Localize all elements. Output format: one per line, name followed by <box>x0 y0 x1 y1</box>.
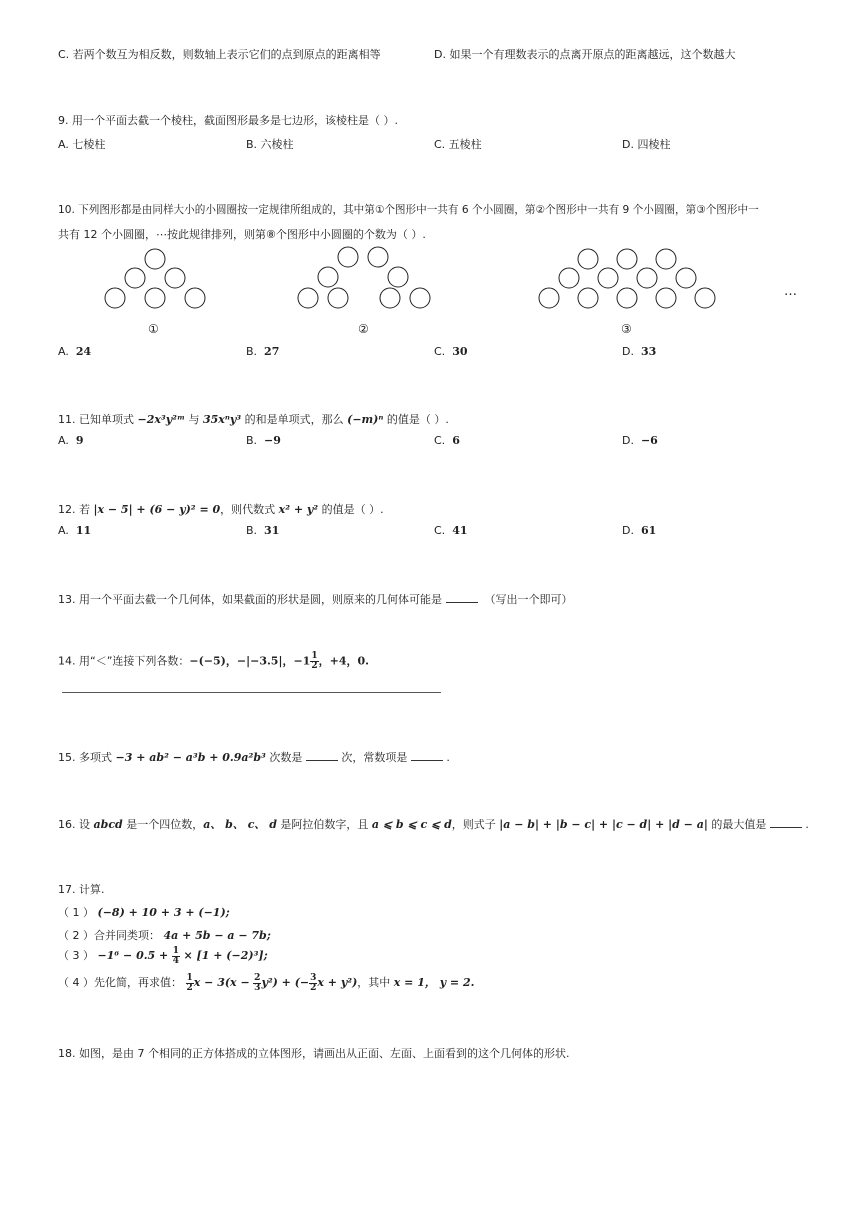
fig2-circle <box>368 247 388 267</box>
q9-option-a: A. 七棱柱 <box>58 138 106 151</box>
q13-stem: 13. 用一个平面去截一个几何体，如果截面的形状是圆，则原来的几何体可能是 （写出一个即可） <box>58 593 573 606</box>
q16-stem: 16. 设 abcd 是一个四位数，a、 b、 c、 d 是阿拉伯数字，且 a ⩽ b ⩽ c ⩽ d，则式子 |a − b| + |b − c| + |c − d| + |d − a| 的最大值是 . <box>58 818 809 831</box>
q18-stem: 18. 如图，是由 7 个相同的正方体搭成的立体图形，请画出从正面、左面、上面看到的这个几何体的形状. <box>58 1047 570 1060</box>
q16-answer-blank[interactable] <box>770 817 802 828</box>
fig2-circle <box>388 267 408 287</box>
q12-option-c: C. 41 <box>434 524 468 537</box>
fig1-circle <box>105 288 125 308</box>
q17-part4-fraction-3: $\frac{3}{2}$ <box>310 972 317 993</box>
fig1-circle <box>145 249 165 269</box>
fig3-circle <box>637 268 657 288</box>
fig2-circle <box>380 288 400 308</box>
q17-part3: （ 3 ） −1⁶ − 0.5 + $\frac{1}{4}$ × [1 + (−2)³]; <box>58 945 268 966</box>
fig2-circle <box>318 267 338 287</box>
fig1-circle <box>145 288 165 308</box>
q10-option-b: B. 27 <box>246 345 280 358</box>
q11-option-b: B. −9 <box>246 434 281 447</box>
q11-stem: 11. 已知单项式 −2x³y²ᵐ 与 35xⁿy³ 的和是单项式，那么 (−m)ⁿ 的值是（ ）. <box>58 413 449 426</box>
q12-stem: 12. 若 |x − 5| + (6 − y)² = 0，则代数式 x² + y² 的值是（ ）. <box>58 503 384 516</box>
fig3-circle <box>695 288 715 308</box>
q10-label-2: ② <box>358 322 369 336</box>
q10-option-d: D. 33 <box>622 345 657 358</box>
q17-part4-fraction-1: $\frac{1}{2}$ <box>186 972 193 993</box>
q10-stem-line1: 10. 下列图形都是由同样大小的小圆圈按一定规律所组成的，其中第①个图形中一共有 6 个小圆圈，第②个图形中一共有 9 个小圆圈，第③个图形中一 <box>58 204 759 216</box>
q9-option-b: B. 六棱柱 <box>246 138 294 151</box>
q17-part3-fraction: $\frac{1}{4}$ <box>172 945 180 966</box>
fig3-circle <box>598 268 618 288</box>
q11-option-d: D. −6 <box>622 434 658 447</box>
q17-stem: 17. 计算. <box>58 883 105 896</box>
q10-option-a: A. 24 <box>58 345 92 358</box>
q17-part2: （ 2 ）合并同类项： 4a + 5b − a − 7b; <box>58 929 271 942</box>
fig3-circle <box>559 268 579 288</box>
fig3-circle <box>656 288 676 308</box>
q15-degree-blank[interactable] <box>306 750 338 761</box>
fig1-circle <box>185 288 205 308</box>
q13-answer-blank[interactable] <box>446 592 478 603</box>
fig2-circle <box>410 288 430 308</box>
q14-fraction: $\frac{1}{2}$ <box>311 651 318 671</box>
q11-option-c: C. 6 <box>434 434 460 447</box>
q10-stem-line2: 共有 12 个小圆圈，⋯按此规律排列，则第⑧个图形中小圆圈的个数为（ ）. <box>58 228 426 241</box>
q10-label-1: ① <box>148 322 159 336</box>
q12-option-a: A. 11 <box>58 524 92 537</box>
q9-option-c: C. 五棱柱 <box>434 138 482 151</box>
q10-option-c: C. 30 <box>434 345 468 358</box>
q14-answer-line[interactable] <box>62 692 441 693</box>
fig3-circle <box>676 268 696 288</box>
fig3-circle <box>617 288 637 308</box>
fig1-circle <box>165 268 185 288</box>
fig2-circle <box>328 288 348 308</box>
q17-part1: （ 1 ） (−8) + 10 + 3 + (−1); <box>58 906 230 919</box>
q8-option-d: D. 如果一个有理数表示的点离开原点的距离越远，这个数越大 <box>434 48 736 61</box>
q8-option-c: C. 若两个数互为相反数，则数轴上表示它们的点到原点的距离相等 <box>58 48 381 61</box>
fig3-circle <box>539 288 559 308</box>
q15-stem: 15. 多项式 −3 + ab² − a³b + 0.9a²b³ 次数是 次，常数项是 . <box>58 751 450 764</box>
fig3-circle <box>617 249 637 269</box>
q10-ellipsis: … <box>784 284 797 299</box>
q10-label-3: ③ <box>621 322 632 336</box>
q17-part4: （ 4 ）先化简，再求值： $\frac{1}{2}$ x − 3(x − $\frac{2}{3}$ y²) + (− $\frac{3}{2}$ x + y²)，其中 x = 1， y = 2. <box>58 972 475 993</box>
q9-stem: 9. 用一个平面去截一个棱柱，截面图形最多是七边形，该棱柱是（ ）. <box>58 114 398 127</box>
fig3-circle <box>578 288 598 308</box>
q9-option-d: D. 四棱柱 <box>622 138 671 151</box>
q17-part4-fraction-2: $\frac{2}{3}$ <box>254 972 261 993</box>
fig3-circle <box>656 249 676 269</box>
q12-option-d: D. 61 <box>622 524 657 537</box>
fig3-circle <box>578 249 598 269</box>
q12-option-b: B. 31 <box>246 524 280 537</box>
fig2-circle <box>298 288 318 308</box>
q14-stem: 14. 用“＜”连接下列各数：−(−5)，−|−3.5|，−1 $\frac{1}{2}$ ，+4，0. <box>58 651 369 671</box>
fig1-circle <box>125 268 145 288</box>
q15-constant-blank[interactable] <box>411 750 443 761</box>
fig2-circle <box>338 247 358 267</box>
q11-option-a: A. 9 <box>58 434 84 447</box>
